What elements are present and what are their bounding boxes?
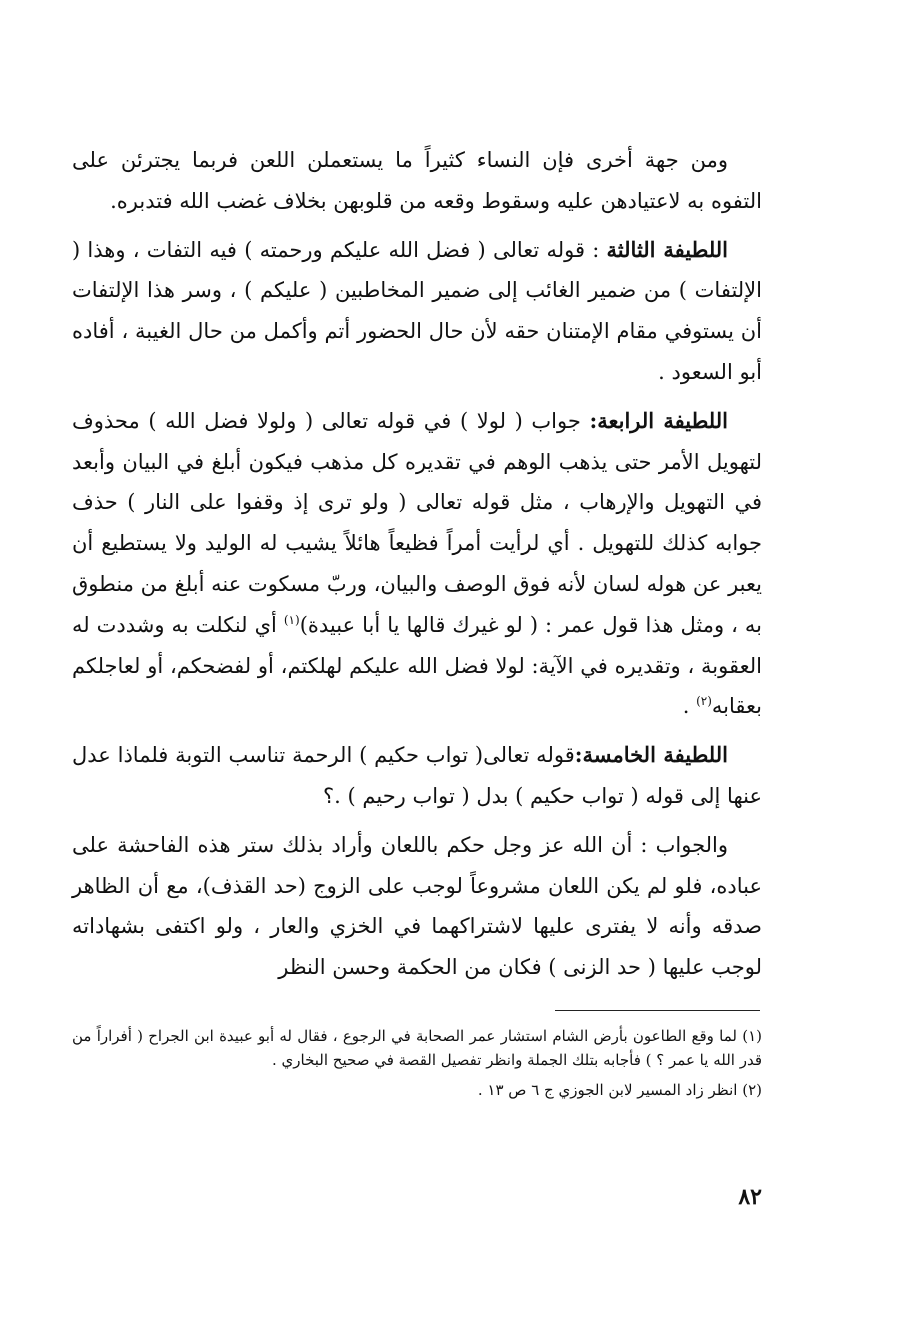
paragraph-1 [72, 140, 762, 222]
footnote-ref-2: (٢) [696, 694, 712, 709]
paragraph-5 [72, 825, 762, 988]
paragraph-5-text: والجواب : أن الله عز وجل حكم باللعان وأراد بذلك ستر هذه الفاحشة على عباده، فلو لم يكن اللعان مشروعاً لوجب على الزوج (حد القذف)، مع أن الظاهر صدقه وأنه لا يفترى عليها لاشتراكهما في الخزي والعار ، ولو اكتفى بشهاداته لوجب عليها ( حد الزنى ) فكان من الحكمة وحسن النظر [72, 832, 762, 980]
footnote-ref-1: (١) [283, 612, 300, 627]
main-text [72, 140, 762, 988]
paragraph-3 [72, 401, 762, 727]
footnote-divider [555, 1010, 760, 1011]
paragraph-4-text: قوله تعالى( تواب حكيم ) الرحمة تناسب التوبة فلماذا عدل عنها إلى قوله ( تواب حكيم ) بدل ( تواب رحيم ) .؟ [72, 743, 762, 808]
paragraph-2-heading: اللطيفة الثالثة [606, 236, 729, 262]
paragraph-2 [72, 230, 762, 393]
paragraph-3-heading: اللطيفة الرابعة: [589, 407, 728, 433]
paragraph-4-heading: اللطيفة الخامسة: [574, 742, 728, 768]
footnote-2: (٢) انظر زاد المسير لابن الجوزي ج ٦ ص ١٣ . [477, 1081, 762, 1099]
page-number: ٨٢ [738, 1184, 762, 1210]
paragraph-1-text: ومن جهة أخرى فإن النساء كثيراً ما يستعملن اللعن فربما يجترئن على التفوه به لاعتيادهن عليه وسقوط وقعه من قلوبهن بخلاف غضب الله فتدبره. [72, 148, 762, 213]
paragraph-3-tail: أي لنكلت به وشددت له العقوبة ، وتقديره في الآية: لولا فضل الله عليكم لهلكتم، أو لفضحكم، أو لعاجلكم بعقابه [72, 612, 762, 719]
footnote-1: (١) لما وقع الطاعون بأرض الشام استشار عمر الصحابة في الرجوع ، فقال له أبو عبيدة ابن الجراح ( أفراراً من قدر الله يا عمر ؟ ) فأجابه بتلك الجملة وانظر تفصيل القصة في صحيح البخاري . [72, 1027, 762, 1069]
footnotes [72, 1024, 762, 1102]
paragraph-3-end: . [682, 694, 697, 719]
paragraph-3-text: جواب ( لولا ) في قوله تعالى ( ولولا فضل الله ) محذوف لتهويل الأمر حتى يذهب الوهم في تقديره كل مذهب فيكون أبلغ في البيان وأبعد في التهويل والإرهاب ، مثل قوله تعالى ( ولو ترى إذ وقفوا على النار ) حذف جوابه كذلك للتهويل . أي لرأيت أمراً فظيعاً هائلاً يشيب له الوليد ولا يستطيع أن يعبر عن هوله لسان لأنه فوق الوصف والبيان، وربّ مسكوت عنه أبلغ من منطوق به ، ومثل هذا قول عمر : ( لو غيرك قالها يا أبا عبيدة) [72, 408, 762, 637]
paragraph-4 [72, 735, 762, 817]
paragraph-2-text: : قوله تعالى ( فضل الله عليكم ورحمته ) فيه التفات ، وهذا ( الإلتفات ) من ضمير الغائب إلى ضمير المخاطبين ( عليكم ) ، وسر هذا الإلتفات أن يستوفي مقام الإمتنان حقه لأن حال الحضور أتم وأكمل من حال الغيبة ، أفاده أبو السعود . [72, 237, 762, 384]
